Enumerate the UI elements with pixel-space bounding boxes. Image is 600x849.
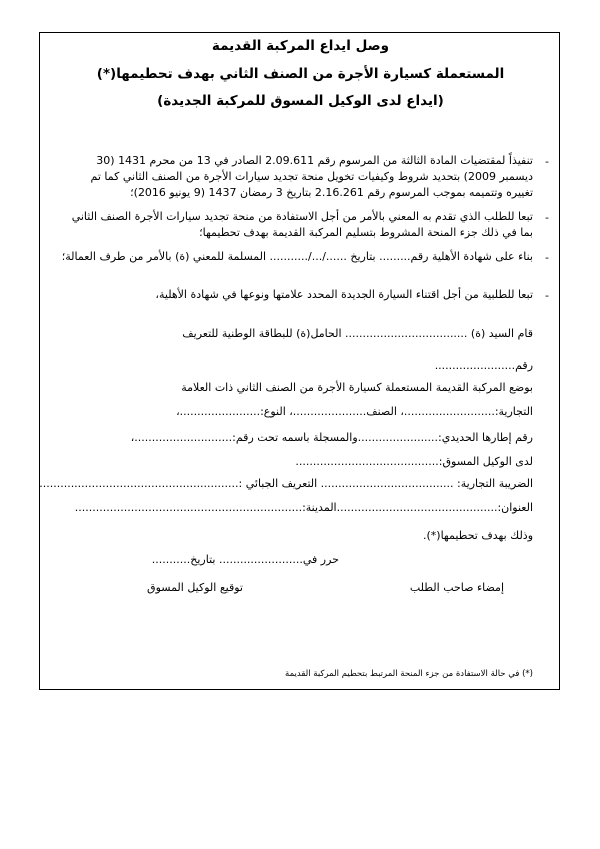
bullet-decree: تنفيذاً لمقتضيات المادة الثالثة من المرسوم رقم 2.09.611 الصادر في 13 من محرم 1431 (30 ديسمبر 2009) بتحديد شروط وكيفيات تخويل منحة تجديد سيارات الأجرة من الصنف الثاني كما تم تغييره وتتميمه بموجب المرسوم رقم 2.16.261 بتاريخ 3 رمضان 1437 (9 يونيو 2016)؛ [90,154,533,199]
bullet-eligibility-certificate: بناء على شهادة الأهلية رقم......... بتاريخ ....../.../........... المسلمة للمعني (ة) بالأمر من طرف العمالة؛ [61,250,533,263]
footnote: (*) في حالة الاستفادة من جزء المنحة المرتبط بتحطيم المركبة القديمة [285,669,533,679]
field-tax: الضريبة التجارية: ...................................... التعريف الجبائي :......................................................... [39,477,533,490]
applicant-signature-label: إمضاء صاحب الطلب [409,581,504,594]
bullet-marker: - [545,155,549,168]
field-dealer: لدى الوكيل المسوق:......................................... [295,455,533,468]
bullet-application: تبعا للطلب الذي تقدم به المعني بالأمر من أجل الاستفادة من منحة تجديد سيارات الأجرة الصنف الثاني بما في ذلك جزء المنحة المشروط بتسليم المركبة القديمة بهدف تحطيمها؛ [71,210,533,239]
field-brand-class-type: التجارية:..........................، الصنف.....................، النوع:.......................، [176,405,533,418]
field-purpose: وذلك بهدف تحطيمها(*). [423,529,533,542]
field-address-city: العنوان:..............................................المدينة:................................................................. [74,501,533,514]
bullet-order: تبعا للطلبية من أجل اقتناء السيارة الجديدة المحدد علامتها ونوعها في شهادة الأهلية، [155,288,533,301]
field-holder-name-id: قام السيد (ة) ................................... الحامل(ة) للبطاقة الوطنية للتعريف [182,327,533,340]
field-vehicle-intro: بوضع المركبة القديمة المستعملة كسيارة الأجرة من الصنف الثاني ذات العلامة [181,381,533,394]
bullet-marker: - [545,289,549,302]
field-id-number: رقم....................... [434,359,533,372]
field-chassis-registration: رقم إطارها الحديدي:.......................والمسجلة باسمه تحت رقم:............................، [130,431,533,444]
document-deposit-note: (ايداع لدى الوكيل المسوق للمركبة الجديدة) [157,93,444,109]
bullet-marker: - [545,211,549,224]
document-title: وصل ايداع المركبة القديمة [211,38,390,54]
bullet-marker: - [545,251,549,264]
document-frame [39,32,560,690]
field-place-date: حرر في........................ بتاريخ........... [151,553,339,566]
document-subtitle: المستعملة كسيارة الأجرة من الصنف الثاني بهدف تحطيمها(*) [96,66,505,82]
dealer-signature-label: توقيع الوكيل المسوق [147,581,243,594]
